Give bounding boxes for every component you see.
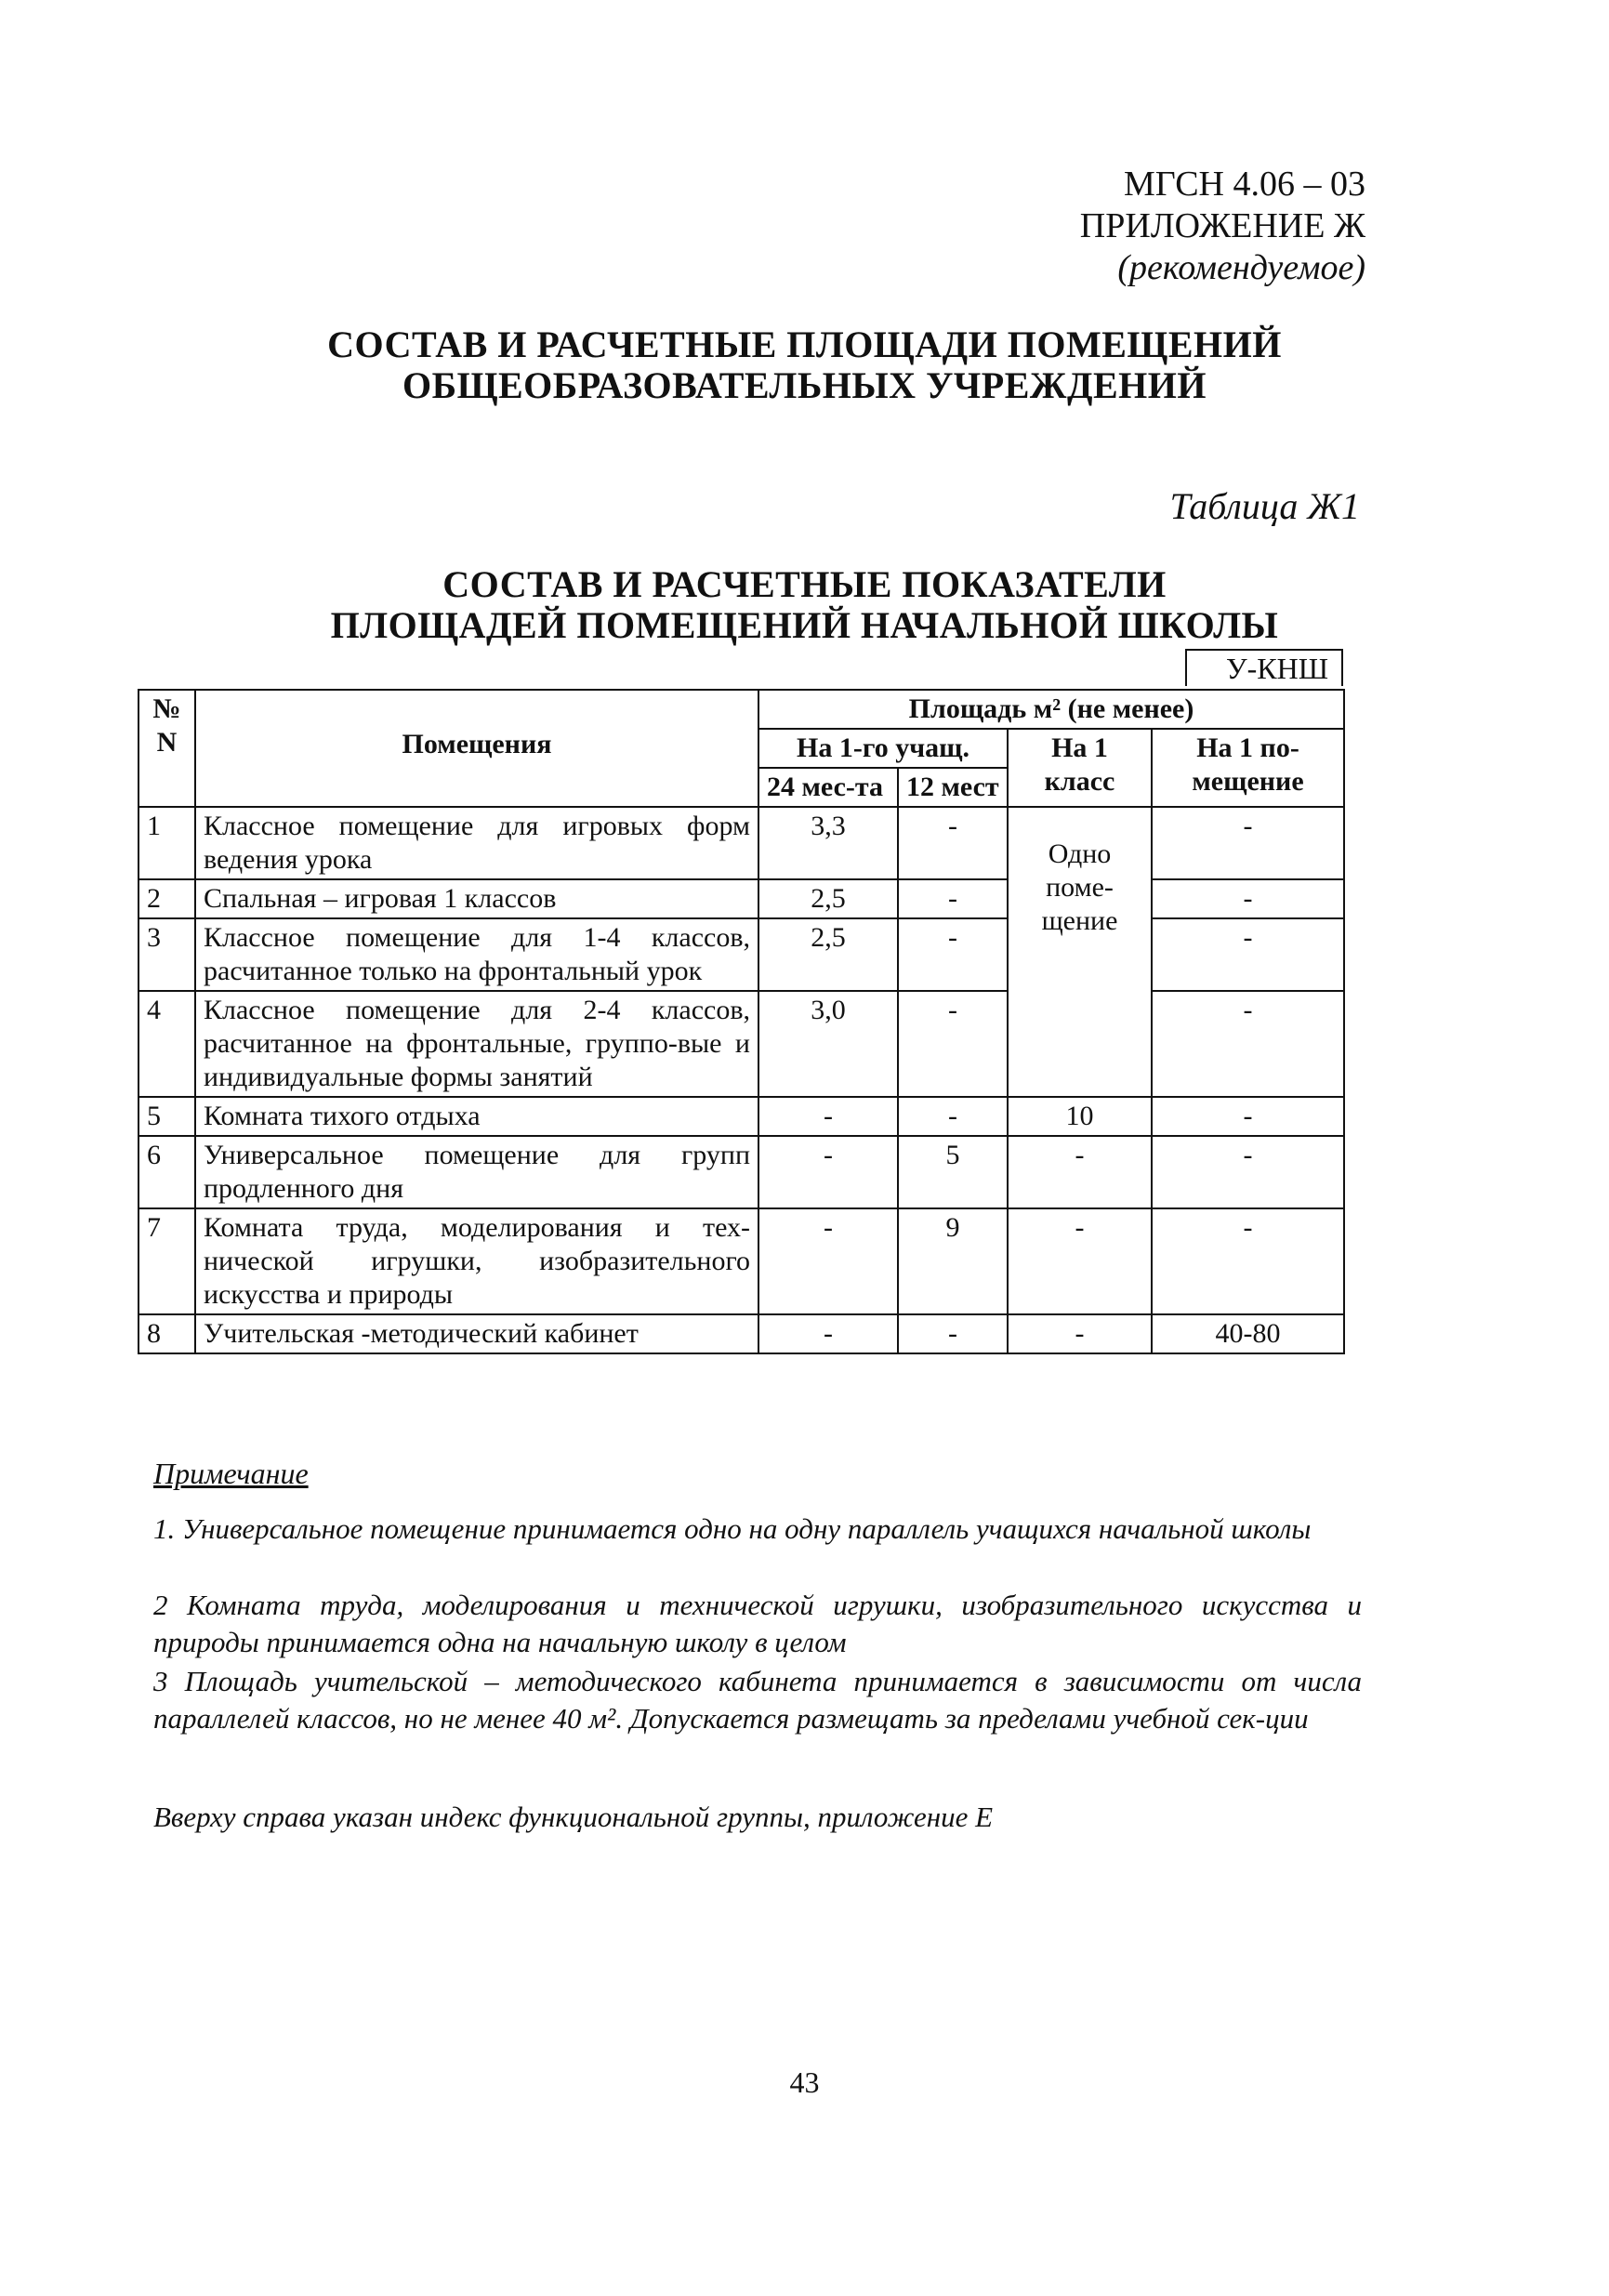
table-row <box>138 991 1344 1097</box>
table-row <box>138 1097 1344 1136</box>
value-24-seats: 3,0 <box>758 991 898 1097</box>
value-24-seats: 2,5 <box>758 879 898 918</box>
appendix-status: (рекомендуемое) <box>1117 248 1365 287</box>
value-per-room: - <box>1152 807 1344 879</box>
room-name: Комната тихого отдыха <box>195 1097 758 1136</box>
notes-footer: Вверху справа указан индекс функциональной группы, приложение Е <box>153 1801 994 1833</box>
notes-title: Примечание <box>153 1457 309 1490</box>
header-rooms: Помещения <box>195 690 758 807</box>
table-title-line2: ПЛОЩАДЕЙ ПОМЕЩЕНИЙ НАЧАЛЬНОЙ ШКОЛЫ <box>330 604 1279 646</box>
table-title-line1: СОСТАВ И РАСЧЕТНЫЕ ПОКАЗАТЕЛИ <box>442 563 1167 605</box>
value-12-seats: - <box>898 1097 1008 1136</box>
value-24-seats: - <box>758 1208 898 1314</box>
note-item-1: 1. Универсальное помещение принимается одно на одну параллель учащихся начальной школы <box>153 1512 1312 1545</box>
table-row <box>138 879 1344 918</box>
value-per-room: 40-80 <box>1152 1314 1344 1353</box>
table-row <box>138 918 1344 991</box>
room-name: Комната труда, моделирования и тех-нической игрушки, изобразительного искусства и природы <box>195 1208 758 1314</box>
table-row <box>138 1314 1344 1353</box>
header-per-student: На 1-го учащ. <box>758 729 1008 768</box>
value-12-seats: 5 <box>898 1136 1008 1208</box>
value-per-room: - <box>1152 879 1344 918</box>
value-12-seats: - <box>898 807 1008 879</box>
room-name: Учительская -методический кабинет <box>195 1314 758 1353</box>
header-seats-12: 12 мест <box>898 768 1008 807</box>
header-number: № N <box>138 690 195 807</box>
value-per-class: - <box>1008 1136 1152 1208</box>
note-item-2: 2 Комната труда, моделирования и технической игрушки, изобразительного искусства и природы принимается одна на начальную школу в целом <box>153 1589 1362 1658</box>
appendix-label: ПРИЛОЖЕНИЕ Ж <box>1079 206 1365 245</box>
row-number: 3 <box>138 918 195 991</box>
value-24-seats: 3,3 <box>758 807 898 879</box>
row-number: 6 <box>138 1136 195 1208</box>
header-per-class: На 1 класс <box>1008 729 1152 807</box>
value-per-room: - <box>1152 1097 1344 1136</box>
header-seats-24: 24 мес-та <box>758 768 898 807</box>
room-name: Классное помещение для 1-4 классов, расчитанное только на фронтальный урок <box>195 918 758 991</box>
page-number: 43 <box>789 2065 820 2099</box>
standard-code: МГСН 4.06 – 03 <box>1123 165 1365 204</box>
room-name: Спальная – игровая 1 классов <box>195 879 758 918</box>
value-per-class: 10 <box>1008 1097 1152 1136</box>
header-per-room: На 1 по-мещение <box>1152 729 1344 807</box>
row-number: 1 <box>138 807 195 879</box>
row-number: 8 <box>138 1314 195 1353</box>
table-row <box>138 1208 1344 1314</box>
value-per-room: - <box>1152 1136 1344 1208</box>
value-per-room: - <box>1152 991 1344 1097</box>
table-row <box>138 807 1344 879</box>
room-name: Классное помещение для игровых форм ведения урока <box>195 807 758 879</box>
table-row <box>138 1136 1344 1208</box>
group-code-box: У-КНШ <box>1185 649 1343 686</box>
room-name: Классное помещение для 2-4 классов, расчитанное на фронтальные, группо-вые и индивидуальные формы занятий <box>195 991 758 1097</box>
row-number: 4 <box>138 991 195 1097</box>
value-12-seats: - <box>898 1314 1008 1353</box>
value-per-room: - <box>1152 918 1344 991</box>
row-number: 2 <box>138 879 195 918</box>
value-12-seats: - <box>898 991 1008 1097</box>
rooms-table <box>138 689 1345 1354</box>
merged-per-class: Одно поме-щение <box>1008 807 1152 1097</box>
row-number: 7 <box>138 1208 195 1314</box>
value-24-seats: 2,5 <box>758 918 898 991</box>
value-per-room: - <box>1152 1208 1344 1314</box>
row-number: 5 <box>138 1097 195 1136</box>
table-label: Таблица Ж1 <box>1169 485 1360 527</box>
value-12-seats: 9 <box>898 1208 1008 1314</box>
document-title-line1: СОСТАВ И РАСЧЕТНЫЕ ПЛОЩАДИ ПОМЕЩЕНИЙ <box>327 323 1282 365</box>
note-item-3: 3 Площадь учительской – методического кабинета принимается в зависимости от числа параллелей классов, но не менее 40 м². Допускается размещать за пределами учебной сек-ции <box>153 1665 1362 1735</box>
value-24-seats: - <box>758 1314 898 1353</box>
header-area: Площадь м² (не менее) <box>758 690 1344 729</box>
value-24-seats: - <box>758 1136 898 1208</box>
room-name: Универсальное помещение для групп продленного дня <box>195 1136 758 1208</box>
value-per-class: - <box>1008 1314 1152 1353</box>
value-12-seats: - <box>898 879 1008 918</box>
value-12-seats: - <box>898 918 1008 991</box>
value-per-class: - <box>1008 1208 1152 1314</box>
document-title-line2: ОБЩЕОБРАЗОВАТЕЛЬНЫХ УЧРЕЖДЕНИЙ <box>402 364 1207 406</box>
value-24-seats: - <box>758 1097 898 1136</box>
